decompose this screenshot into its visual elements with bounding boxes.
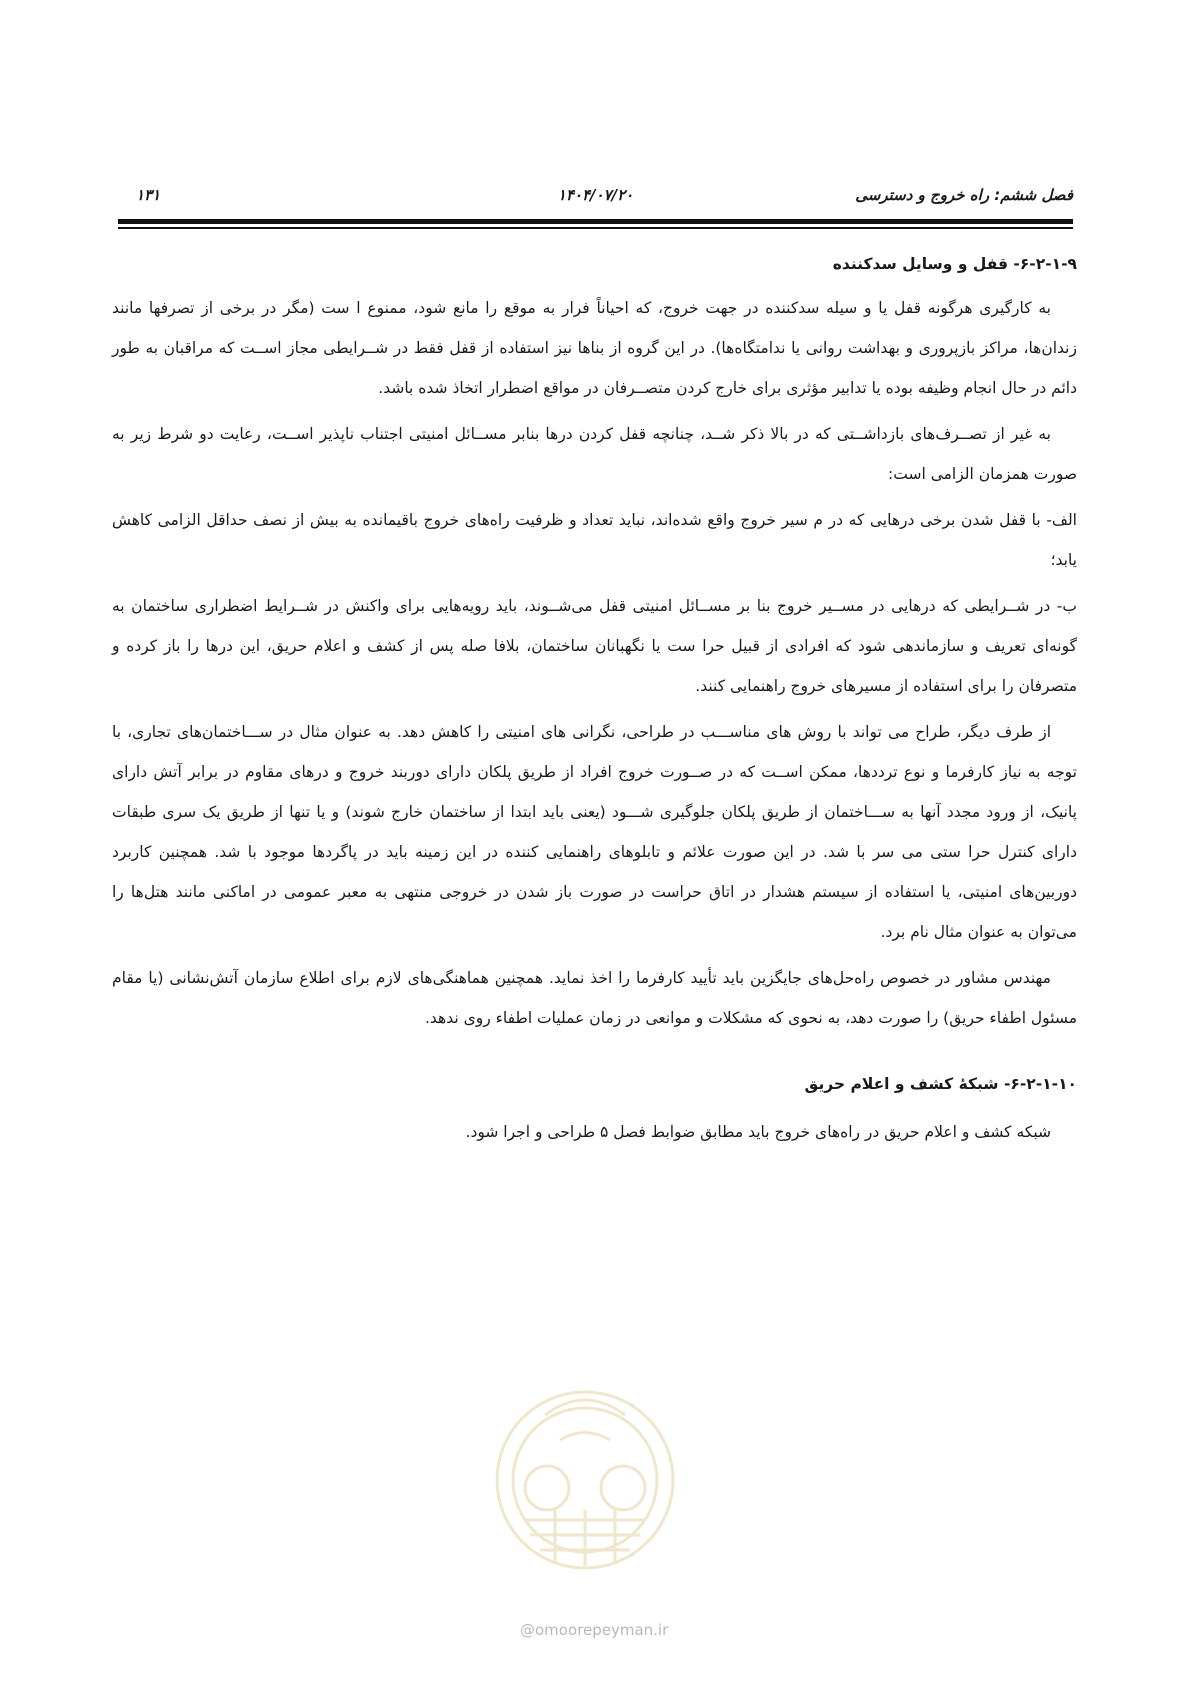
chapter-title: فصل ششم: راه خروج و دسترسی — [855, 186, 1073, 204]
paragraph: مهندس مشاور در خصوص راه‌حل‌های جایگزین باید تأیید کارفرما را اخذ نماید. همچنین هماهنگی‌های لازم برای اطلاع سازمان آتش‌نشانی (یا مقام مسئول اطفاء حریق) را صورت دهد، به نحوی که مشکلات و موانعی در زمان عملیات اطفاء روی ندهد. — [112, 969, 1077, 1027]
paragraph: به کارگیری هرگونه قفل یا و سیله سدکننده در جهت خروج، که احیاناً فرار به موقع را مانع شود، ممنوع ا ست (مگر در برخی از تصرفها مانند زندان‌ها، مراکز بازپروری و بهداشت روانی یا ندامتگاه‌ها). در این گروه از بناها نیز استفاده از قفل فقط در شــرایطی مجاز اســت که مراقبان به طور دائم در حال انجام وظیفه بوده یا تدابیر مؤثری برای خارج کردن متصــرفان در مواقع اضطرار اتخاذ شده باشد. — [112, 299, 1077, 397]
section-heading-fire-alarm: ۶-۲-۱-۱۰- شبکۀ کشف و اعلام حریق — [804, 1075, 1077, 1093]
paragraph: شبکه کشف و اعلام حریق در راه‌های خروج باید مطابق ضوابط فصل ۵ طراحی و اجرا شود. — [465, 1123, 1051, 1141]
header-date: ۱۴۰۴/۰۷/۲۰ — [557, 186, 634, 204]
header-rule-thin — [118, 227, 1073, 229]
list-item: ب- در شــرایطی که درهایی در مســیر خروج بنا بر مســائل امنیتی قفل می‌شــوند، باید رویه‌هایی برای واکنش در شــرایط اضطراری ساختمان به گونه‌ای تعریف و سازماندهی شود که افرادی از قبیل حرا ست یا نگهبانان ساختمان، بلافا صله پس از کشف و اعلام حریق، این درها را باز کرده و متصرفان را برای استفاده از مسیرهای خروج راهنمایی کنند. — [112, 597, 1077, 695]
paragraph: به غیر از تصــرف‌های بازداشــتی که در بالا ذکر شــد، چنانچه قفل کردن درها بنابر مســائل امنیتی اجتناب ناپذیر اســت، رعایت دو شرط زیر به صورت همزمان الزامی است: — [112, 425, 1077, 483]
header-rule-thick — [118, 219, 1073, 224]
watermark-url: @omoorepeyman.ir — [520, 1621, 669, 1639]
page-header — [118, 186, 1073, 212]
paragraph: از طرف دیگر، طراح می تواند با روش های مناســـب در طراحی، نگرانی های امنیتی را کاهش دهد. به عنوان مثال در ســـاختمان‌های تجاری، با توجه به نیاز کارفرما و نوع ترددها، ممکن اســت که در صــورت خروج افراد از طریق پلکان دارای دوربند خروج و درهای مقاوم در برابر آتش دارای پانیک، از ورود مجدد آنها به ســـاختمان از طریق پلکان جلوگیری شـــود (یعنی باید ابتدا از ساختمان خارج شوند) و یا تنها از طریق یک سری طبقات دارای کنترل حرا ستی می سر با شد. در این صورت علائم و تابلوهای راهنمایی کننده در این زمینه باید در پاگردها موجود با شد. همچنین کاربرد دوربین‌های امنیتی، یا استفاده از سیستم هشدار در اتاق حراست در صورت باز شدن در خروجی منتهی به معبر عمومی در اماکنی مانند هتل‌ها را می‌توان به عنوان مثال نام برد. — [112, 723, 1077, 941]
page-number: ۱۳۱ — [136, 186, 161, 204]
list-item: الف- با قفل شدن برخی درهایی که در م سیر خروج واقع شده‌اند، نباید تعداد و ظرفیت راه‌های خروج باقیمانده به بیش از نصف حداقل الزامی کاهش یابد؛ — [112, 511, 1077, 569]
watermark-logo — [485, 1370, 685, 1600]
page-body — [112, 244, 1077, 1158]
section-heading-locks: ۶-۲-۱-۹- قفل و وسایل سدکننده — [832, 255, 1077, 273]
